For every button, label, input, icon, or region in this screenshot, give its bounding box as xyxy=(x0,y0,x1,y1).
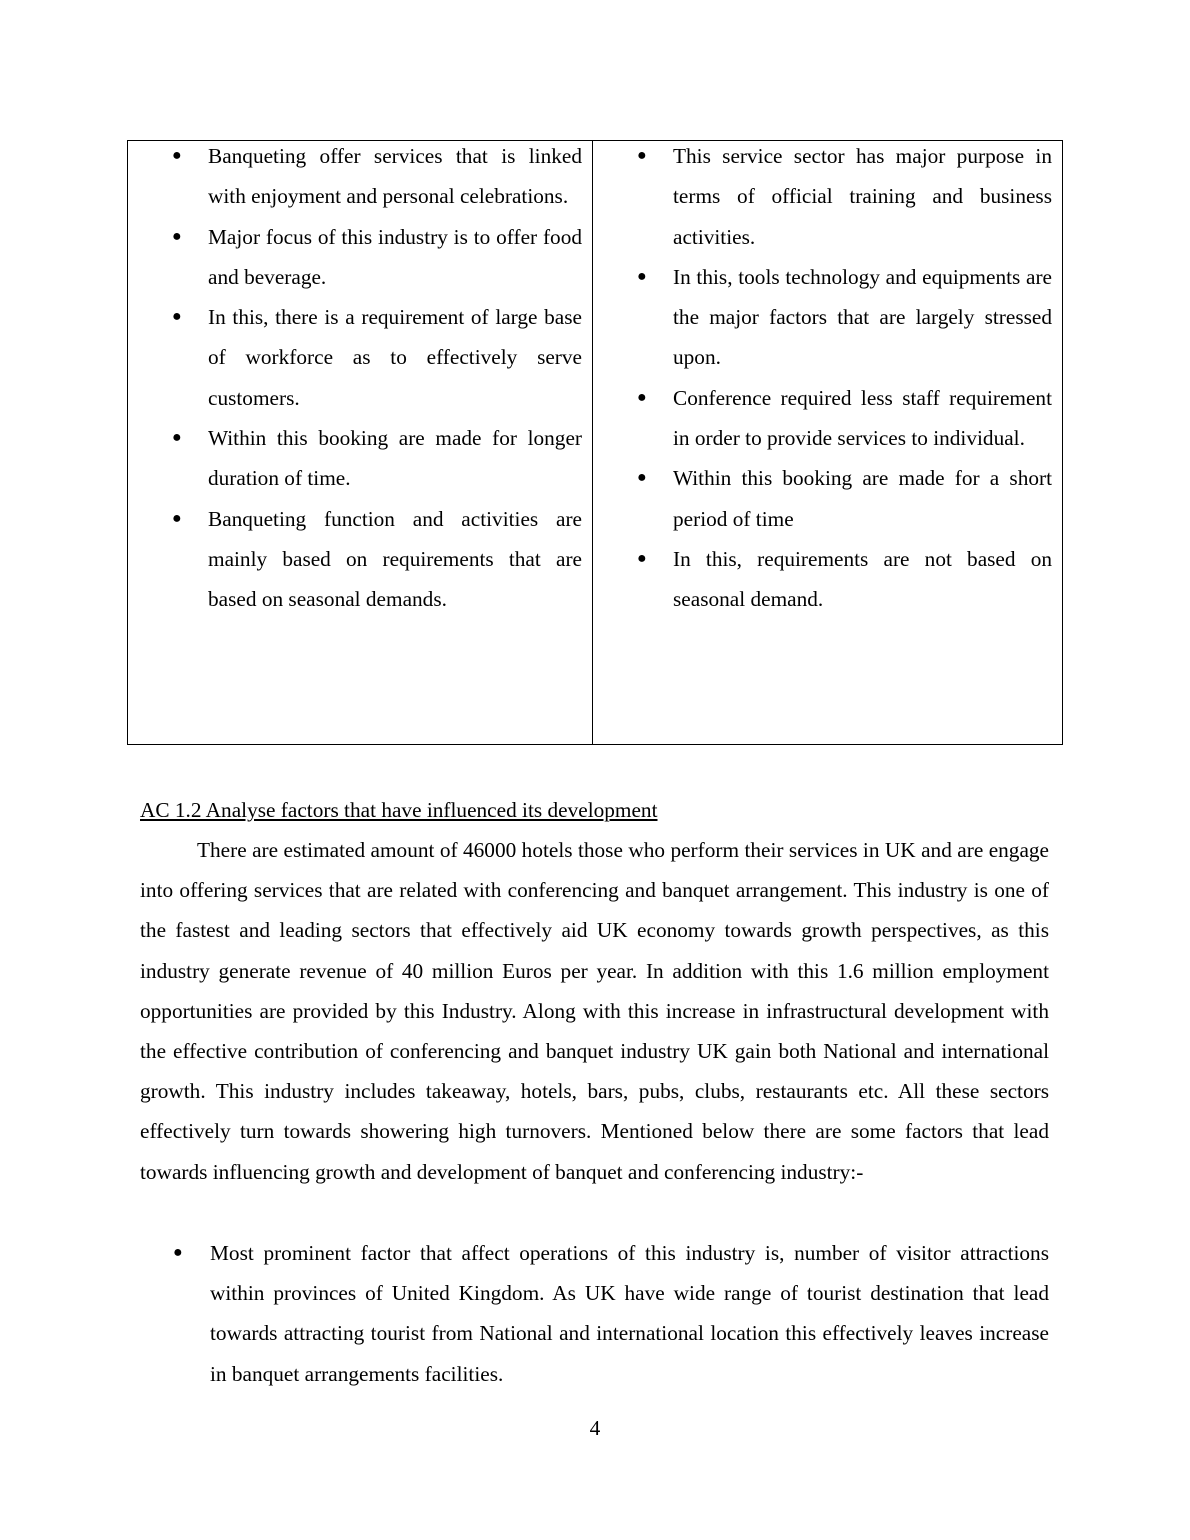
list-item-text: Most prominent factor that affect operations of this industry is, number of visitor attractions within provinces of United Kingdom. As UK have wide range of tourist destination that lead towards attracting tourist from National and international location this effectively leaves increase in banquet arrangements facilities. xyxy=(210,1241,1049,1386)
list-item xyxy=(128,418,582,499)
bullet-icon: ● xyxy=(637,388,647,406)
bullet-icon: ● xyxy=(637,147,647,164)
bullet-icon: ● xyxy=(637,549,647,567)
bullet-icon: ● xyxy=(637,267,647,285)
list-item xyxy=(593,458,1052,539)
banqueting-list xyxy=(128,136,582,620)
list-item-text: This service sector has major purpose in terms of official training and business activities. xyxy=(673,144,1052,249)
body-paragraph: There are estimated amount of 46000 hotels those who perform their services in UK and are engage into offering services that are related with conferencing and banquet arrangement. This industry is one of the fastest and leading sectors that effectively aid UK economy towards growth perspectives, as this industry generate revenue of 40 million Euros per year. In addition with this 1.6 million employment opportunities are provided by this Industry. Along with this increase in infrastructural development with the effective contribution of conferencing and banquet industry UK gain both National and international growth. This industry includes takeaway, hotels, bars, pubs, clubs, restaurants etc. All these sectors effectively turn towards showering high turnovers. Mentioned below there are some factors that lead towards influencing growth and development of banquet and conferencing industry:- xyxy=(140,838,1049,1184)
page-number: 4 xyxy=(589,1416,601,1440)
list-item-text: Within this booking are made for a short period of time xyxy=(673,466,1052,531)
banqueting-column xyxy=(128,141,593,744)
list-item-text: Banqueting offer services that is linked with enjoyment and personal celebrations. xyxy=(208,144,582,209)
bullet-icon: ● xyxy=(173,1244,183,1261)
conference-list xyxy=(593,136,1052,620)
bullet-icon: ● xyxy=(172,429,182,447)
bullet-icon: ● xyxy=(172,147,182,164)
list-item-text: In this, there is a requirement of large base of workforce as to effectively serve customers. xyxy=(208,305,582,410)
list-item-text: In this, requirements are not based on seasonal demand. xyxy=(673,546,1052,612)
section-heading: AC 1.2 Analyse factors that have influenced its development xyxy=(140,798,658,822)
list-item xyxy=(593,539,1052,620)
list-item xyxy=(140,1233,1049,1394)
list-item-text: Conference required less staff requirement in order to provide services to individual. xyxy=(673,385,1052,451)
list-item xyxy=(128,297,582,418)
list-item xyxy=(128,499,582,620)
list-item-text: Banqueting function and activities are mainly based on requirements that are based on seasonal demands. xyxy=(208,506,582,612)
bullet-icon: ● xyxy=(637,469,647,487)
bullet-icon: ● xyxy=(172,308,182,326)
list-item xyxy=(128,136,582,217)
list-item-text: Within this booking are made for longer duration of time. xyxy=(208,426,582,491)
list-item xyxy=(593,378,1052,459)
list-item xyxy=(593,136,1052,257)
bullet-icon: ● xyxy=(172,227,182,245)
list-item-text: In this, tools technology and equipments are the major factors that are largely stressed upon. xyxy=(673,264,1052,370)
comparison-table xyxy=(127,140,1063,745)
bullet-icon: ● xyxy=(172,509,182,527)
list-item xyxy=(128,217,582,298)
factors-list xyxy=(140,1233,1049,1394)
list-item-text: Major focus of this industry is to offer food and beverage. xyxy=(208,224,582,289)
conference-column xyxy=(593,141,1062,744)
list-item xyxy=(593,257,1052,378)
